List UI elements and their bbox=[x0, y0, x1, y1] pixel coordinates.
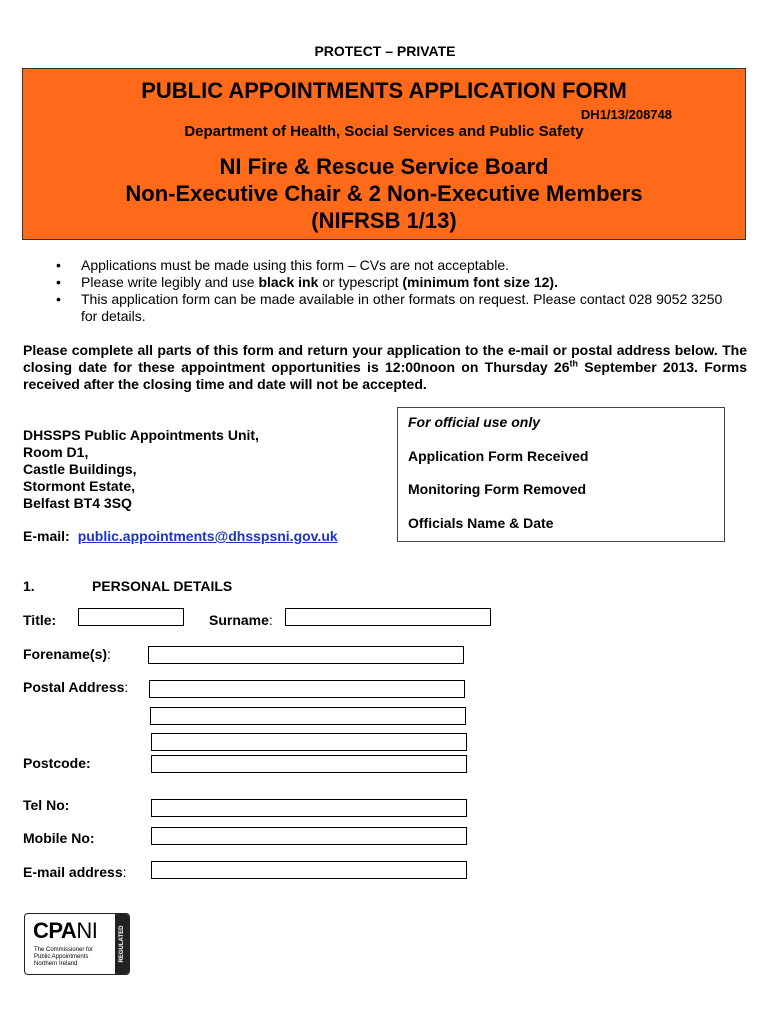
email-address-label bbox=[23, 864, 127, 880]
classification-label: PROTECT – PRIVATE bbox=[314, 43, 456, 59]
official-use-box bbox=[397, 407, 725, 542]
department-name: Department of Health, Social Services and Public Safety bbox=[184, 123, 584, 140]
email-label: E-mail: bbox=[23, 528, 70, 544]
contact-email bbox=[23, 528, 338, 544]
postcode-label: Postcode: bbox=[23, 755, 91, 771]
board-title bbox=[23, 153, 745, 234]
board-line-1: NI Fire & Rescue Service Board bbox=[219, 154, 549, 179]
address-line: Stormont Estate, bbox=[23, 478, 136, 494]
instructions-text: Please complete all parts of this form and return your application to the e-mail or postal address below. The closing date for these appointment opportunities is 12:00noon on Thursday 26 bbox=[23, 342, 747, 375]
regulated-label: REGULATED bbox=[119, 925, 125, 963]
tel-field[interactable] bbox=[151, 799, 467, 817]
postal-address bbox=[23, 427, 259, 512]
official-use-heading: For official use only bbox=[408, 414, 540, 430]
guidance-text-part: Please write legibly and use bbox=[81, 274, 259, 290]
title-label: Title: bbox=[23, 612, 57, 628]
list-item bbox=[56, 274, 736, 291]
guidance-text-part: or typescript bbox=[318, 274, 403, 290]
cpani-wordmark-bold: CPA bbox=[33, 918, 77, 943]
date-suffix: th bbox=[569, 358, 579, 369]
title-banner bbox=[22, 68, 746, 240]
surname-field[interactable] bbox=[285, 608, 491, 626]
instructions-text: September 2013. Forms received after the closing time and date will not be accepted. bbox=[23, 359, 747, 392]
address-line: Castle Buildings, bbox=[23, 461, 137, 477]
guidance-emphasis: (minimum font size 12). bbox=[402, 274, 558, 290]
section-number: 1. bbox=[23, 578, 35, 594]
postal-address-field-1[interactable] bbox=[149, 680, 465, 698]
postal-label-text: Postal Address bbox=[23, 679, 125, 695]
postal-address-field-3[interactable] bbox=[151, 733, 467, 751]
email-colon: : bbox=[122, 864, 127, 880]
submission-instructions bbox=[23, 342, 747, 393]
postcode-field[interactable] bbox=[151, 755, 467, 773]
official-item: Application Form Received bbox=[408, 448, 589, 464]
guidance-list bbox=[56, 257, 736, 325]
guidance-text bbox=[81, 274, 558, 291]
email-label-text: E-mail address bbox=[23, 864, 123, 880]
postal-address-field-2[interactable] bbox=[150, 707, 466, 725]
email-address-field[interactable] bbox=[151, 861, 467, 879]
postal-colon: : bbox=[124, 679, 129, 695]
title-field[interactable] bbox=[78, 608, 184, 626]
surname-label-text: Surname bbox=[209, 612, 269, 628]
guidance-emphasis: black ink bbox=[258, 274, 319, 290]
cpani-wordmark bbox=[33, 918, 97, 944]
bullet-icon: • bbox=[56, 291, 61, 307]
list-item bbox=[56, 291, 736, 325]
board-line-3: (NIFRSB 1/13) bbox=[311, 208, 457, 233]
official-item: Officials Name & Date bbox=[408, 515, 554, 531]
forenames-label bbox=[23, 646, 111, 662]
form-title: PUBLIC APPOINTMENTS APPLICATION FORM bbox=[141, 78, 627, 103]
section-title: PERSONAL DETAILS bbox=[92, 578, 233, 594]
address-line: DHSSPS Public Appointments Unit, bbox=[23, 427, 259, 443]
mobile-label: Mobile No: bbox=[23, 830, 95, 846]
email-link[interactable]: public.appointments@dhsspsni.gov.uk bbox=[77, 528, 338, 544]
cpani-tagline: The Commissioner for Public Appointments Northern Ireland bbox=[34, 947, 94, 967]
mobile-field[interactable] bbox=[151, 827, 467, 845]
form-reference: DH1/13/208748 bbox=[580, 107, 672, 122]
forenames-colon: : bbox=[107, 646, 111, 662]
address-line: Belfast BT4 3SQ bbox=[23, 495, 132, 511]
regulated-strip bbox=[115, 914, 129, 974]
list-item bbox=[56, 257, 736, 274]
cpani-wordmark-light: NI bbox=[76, 918, 98, 943]
forenames-field[interactable] bbox=[148, 646, 464, 664]
surname-colon: : bbox=[268, 612, 273, 628]
guidance-text: This application form can be made available in other formats on request. Please contact 028 9052 3250 for details. bbox=[81, 291, 723, 324]
surname-label bbox=[209, 612, 273, 628]
postal-address-label bbox=[23, 679, 128, 695]
address-line: Room D1, bbox=[23, 444, 89, 460]
board-line-2: Non-Executive Chair & 2 Non-Executive Members bbox=[125, 181, 643, 206]
guidance-text: Applications must be made using this form – CVs are not acceptable. bbox=[81, 257, 509, 273]
bullet-icon: • bbox=[56, 274, 61, 290]
official-item: Monitoring Form Removed bbox=[408, 481, 587, 497]
forenames-label-text: Forename(s) bbox=[23, 646, 108, 662]
tel-label: Tel No: bbox=[23, 797, 70, 813]
cpani-logo bbox=[24, 913, 130, 975]
bullet-icon: • bbox=[56, 257, 61, 273]
